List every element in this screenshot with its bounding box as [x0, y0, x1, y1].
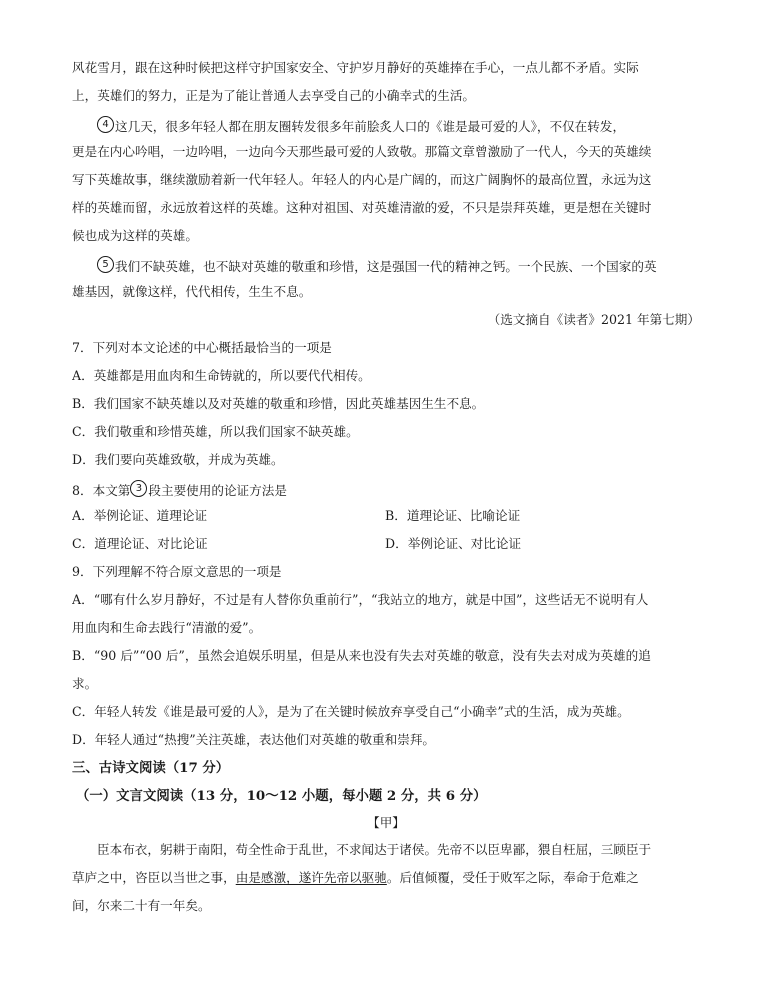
- question-9-option-a-cont: 用血肉和生命去践行“清澈的爱”。: [72, 620, 262, 635]
- passage-line: 上，英雄们的努力，正是为了能让普通人去享受自己的小确幸式的生活。: [72, 88, 475, 103]
- passage-line: 这几天，很多年轻人都在朋友圈转发很多年前脍炙人口的《谁是最可爱的人》，不仅在转发，: [115, 119, 626, 134]
- question-9-option-a: A．“哪有什么岁月静好，不过是有人替你负重前行”，“我站立的地方，就是中国”，这些话无不说明有人: [72, 592, 649, 607]
- classical-text-line: 间，尔来二十有一年矣。: [72, 898, 211, 913]
- passage-jia-label: 【甲】: [367, 815, 405, 830]
- question-9-option-d: D．年轻人通过“热搜”关注英雄，表达他们对英雄的敬重和崇拜。: [72, 732, 436, 747]
- passage-line: 雄基因，就像这样，代代相传，生生不息。: [72, 284, 312, 299]
- question-7-option-b: B．我们国家不缺英雄以及对英雄的敬重和珍惜，因此英雄基因生生不息。: [72, 396, 485, 411]
- question-8-option-d: D．举例论证、对比论证: [385, 536, 522, 551]
- question-8-stem: 8．本文第 3 段主要使用的论证方法是: [72, 480, 700, 499]
- question-8-option-a: A．举例论证、道理论证: [72, 508, 208, 523]
- passage-line: 风花雪月，跟在这种时候把这样守护国家安全、守护岁月静好的英雄捧在手心，一点儿都不矛盾。实际: [72, 60, 639, 75]
- question-9-stem: 9．下列理解不符合原文意思的一项是: [72, 564, 282, 579]
- question-8-options-row-2: [72, 536, 700, 552]
- passage-line: 更是在内心吟唱，一边吟唱，一边向今天那些最可爱的人致敬。那篇文章曾激励了一代人，今天的英雄续: [72, 144, 652, 159]
- paragraph-number-3: 3: [130, 480, 147, 497]
- question-9-option-b: B．“90 后”“00 后”，虽然会追娱乐明星，但是从来也没有失去对英雄的敬意，没有失去对成为英雄的追: [72, 648, 651, 663]
- question-7-stem: 7．下列对本文论述的中心概括最恰当的一项是: [72, 340, 332, 355]
- question-7-option-a: A．英雄都是用血肉和生命铸就的，所以要代代相传。: [72, 368, 371, 383]
- question-8-option-b: B．道理论证、比喻论证: [385, 508, 521, 523]
- section-3-subtitle: （一）文言文阅读（13 分，10～12 小题，每小题 2 分，共 6 分）: [76, 788, 487, 804]
- question-9-option-c: C．年轻人转发《谁是最可爱的人》，是为了在关键时候放弃享受自己“小确幸”式的生活，成为英雄。: [72, 704, 630, 719]
- classical-text-line: 臣本布衣，躬耕于南阳，苟全性命于乱世，不求闻达于诸侯。先帝不以臣卑鄙，猥自枉屈，三顾臣于: [97, 842, 652, 857]
- paragraph-number-4: 4: [97, 116, 114, 133]
- underlined-sentence: 由是感激，遂许先帝以驱驰: [235, 870, 387, 885]
- paragraph-number-5: 5: [97, 256, 114, 273]
- passage-line: 样的英雄而留，永远放着这样的英雄。这种对祖国、对英雄清澈的爱，不只是崇拜英雄，更是想在关键时: [72, 200, 652, 215]
- classical-text-line: 草庐之中，咨臣以当世之事，由是感激，遂许先帝以驱驰。后值倾覆，受任于败军之际，奉命于危难之: [72, 870, 639, 885]
- passage-source: （选文摘自《读者》2021 年第七期）: [487, 312, 700, 327]
- passage-line: 候也成为这样的英雄。: [72, 228, 198, 243]
- question-8-options-row-1: [72, 508, 700, 524]
- passage-line: 写下英雄故事，继续激励着新一代年轻人。年轻人的内心是广阔的，而这广阔胸怀的最高位置，永远为这: [72, 172, 652, 187]
- paragraph-5-first-line: [97, 256, 725, 275]
- passage-line: 我们不缺英雄，也不缺对英雄的敬重和珍惜，这是强国一代的精神之钙。一个民族、一个国家的英: [115, 259, 657, 274]
- question-9-option-b-cont: 求。: [72, 676, 98, 691]
- question-7-option-d: D．我们要向英雄致敬，并成为英雄。: [72, 452, 284, 467]
- paragraph-4-first-line: [97, 116, 725, 135]
- question-7-option-c: C．我们敬重和珍惜英雄，所以我们国家不缺英雄。: [72, 424, 359, 439]
- section-3-title: 三、古诗文阅读（17 分）: [72, 760, 230, 776]
- question-8-option-c: C．道理论证、对比论证: [72, 536, 208, 551]
